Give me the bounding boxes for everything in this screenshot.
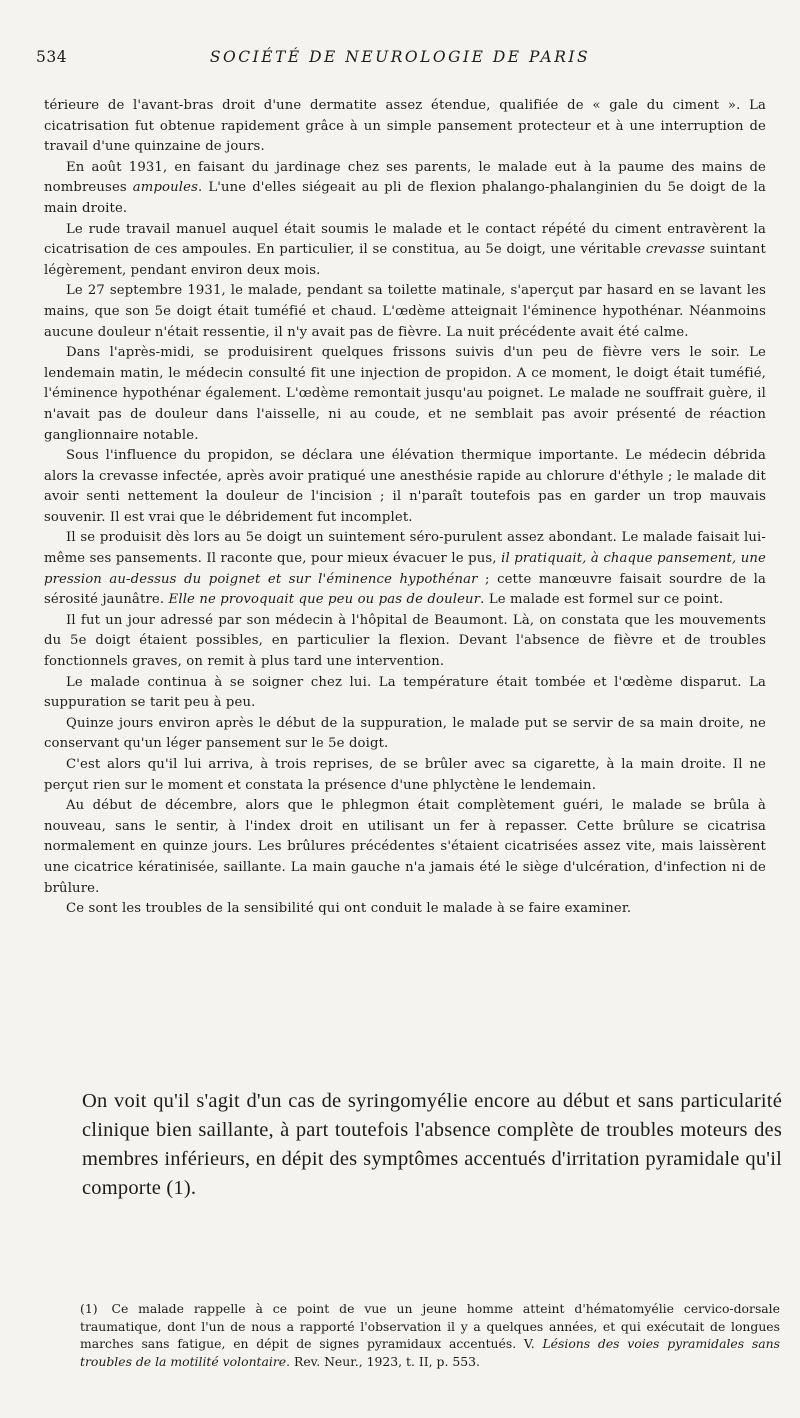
body-paragraph — [44, 220, 766, 282]
italic-text-run: ampoules — [132, 180, 199, 196]
text-run: Ce malade rappelle à ce point de vue un jeune homme atteint d'hématomyélie cervico-dorsale traumatique, dont l'un de nous a rapporté l'observation il y a quelques années, et qui exécutait de longues marches sans fatigue, en dépit de signes pyramidaux accentués. V. — [80, 1301, 780, 1352]
text-run: Il se produisit dès lors au 5e doigt un suintement séro-purulent assez abondant. Le malade faisait lui-même ses pansements. Il raconte que, pour mieux évacuer le pus, — [44, 530, 766, 567]
text-run: Ce sont les troubles de la sensibilité qui ont conduit le malade à se faire examiner. — [66, 901, 632, 917]
text-run: térieure de l'avant-bras droit d'une dermatite assez étendue, qualifiée de « gale du ciment ». La cicatrisation fut obtenue rapidement grâce à un simple pansement protecteur et à une interruption de travail d'une quinzaine de jours. — [44, 98, 766, 155]
text-run: Dans l'après-midi, se produisirent quelques frissons suivis d'un peu de fièvre vers le soir. Le lendemain matin, le médecin consulté fit une injection de propidon. A ce moment, le doigt était tuméfié, l'éminence hypothénar également. L'œdème remontait jusqu'au poignet. Le malade ne souffrait guère, il n'avait pas de douleur dans l'aisselle, ni au coude, et ne semblait pas avoir présenté de réaction ganglionnaire notable. — [44, 345, 766, 443]
text-run: Sous l'influence du propidon, se déclara une élévation thermique importante. Le médecin débrida alors la crevasse infectée, après avoir pratiqué une anesthésie rapide au chlorure d'éthyle ; le malade dit avoir senti nettement la douleur de l'incision ; il n'paraît toutefois pas en garder un trop mauvais souvenir. Il est vrai que le débridement fut incomplet. — [44, 448, 766, 525]
text-run: Le rude travail manuel auquel était soumis le malade et le contact répété du ciment entravèrent la cicatrisation de ces ampoules. En particulier, il se constitua, au 5e doigt, une véritable — [44, 221, 766, 258]
body-paragraph — [44, 796, 766, 899]
italic-text-run: il pratiquait, à chaque pansement, une pression au-dessus du poignet et sur l'éminence hypothénar — [44, 551, 766, 587]
body-paragraph — [44, 158, 766, 220]
body-paragraph — [44, 528, 766, 610]
text-run: Quinze jours environ après le début de la suppuration, le malade put se servir de sa main droite, ne conservant qu'un léger pansement sur le 5e doigt. — [44, 715, 766, 752]
text-run: . L'une d'elles siégeait au pli de flexion phalango-phalanginien du 5e doigt de la main droite. — [44, 180, 766, 216]
text-run: En août 1931, en faisant du jardinage chez ses parents, le malade eut à la paume des mains de nombreuses — [44, 159, 766, 196]
text-run: Le malade continua à se soigner chez lui. La température était tombée et l'œdème disparut. La suppuration se tarit peu à peu. — [44, 674, 766, 711]
body-paragraph — [44, 446, 766, 528]
body-paragraph — [44, 96, 766, 158]
journal-title: SOCIÉTÉ DE NEUROLOGIE DE PARIS — [209, 48, 591, 66]
body-paragraph — [44, 343, 766, 446]
body-paragraph — [44, 281, 766, 343]
text-run: . Rev. Neur., 1923, t. II, p. 553. — [286, 1353, 480, 1369]
conclusion-paragraph: On voit qu'il s'agit d'un cas de syringomyélie encore au début et sans particularité clinique bien saillante, à part toutefois l'absence complète de troubles moteurs des membres inférieurs, en dépit des symptômes accentués d'irritation pyramidale qu'il comporte (1). — [82, 1090, 782, 1199]
text-run: suintant légèrement, pendant environ deux mois. — [44, 242, 766, 278]
text-run: . Le malade est formel sur ce point. — [480, 592, 724, 608]
body-paragraph — [44, 714, 766, 755]
running-head — [36, 48, 764, 76]
text-run: Le 27 septembre 1931, le malade, pendant sa toilette matinale, s'aperçut par hasard en se lavant les mains, que son 5e doigt était tuméfié et chaud. L'œdème atteignait l'éminence hypothénar. Néanmoins aucune douleur n'était ressentie, il n'y avait pas de fièvre. La nuit précédente avait été calme. — [44, 283, 766, 340]
body-text — [44, 96, 766, 920]
body-paragraph — [44, 673, 766, 714]
footnote — [80, 1300, 780, 1370]
text-run: ; cette manœuvre faisait sourdre de la sérosité jaunâtre. — [44, 571, 767, 608]
text-run: Il fut un jour adressé par son médecin à l'hôpital de Beaumont. Là, on constata que les mouvements du 5e doigt étaient possibles, en particulier la flexion. Devant l'absence de fièvre et de troubles fonctionnels graves, on remit à plus tard une intervention. — [44, 612, 766, 670]
body-paragraph — [44, 755, 766, 796]
italic-text-run: Lésions des voies pyramidales sans troubles de la motilité volontaire — [80, 1336, 780, 1369]
italic-text-run: crevasse — [645, 242, 706, 258]
text-run: Au début de décembre, alors que le phlegmon était complètement guéri, le malade se brûla à nouveau, sans le sentir, à l'index droit en utilisant un fer à repasser. Cette brûlure se cicatrisa normalement en quinze jours. Les brûlures précédentes s'étaient cicatrisées assez vite, mais laissèrent une cicatrice kératinisée, saillante. La main gauche n'a jamais été le siège d'ulcération, d'infection ni de brûlure. — [44, 798, 766, 896]
page-number: 534 — [36, 48, 68, 66]
text-run: C'est alors qu'il lui arriva, à trois reprises, de se brûler avec sa cigarette, à la main droite. Il ne perçut rien sur le moment et constata la présence d'une phlyctène le lendemain. — [44, 757, 766, 793]
body-paragraph — [44, 611, 766, 673]
italic-text-run: Elle ne provoquait que peu ou pas de douleur — [168, 592, 481, 608]
footnote-mark: (1) — [80, 1301, 98, 1316]
body-paragraph — [44, 899, 766, 920]
